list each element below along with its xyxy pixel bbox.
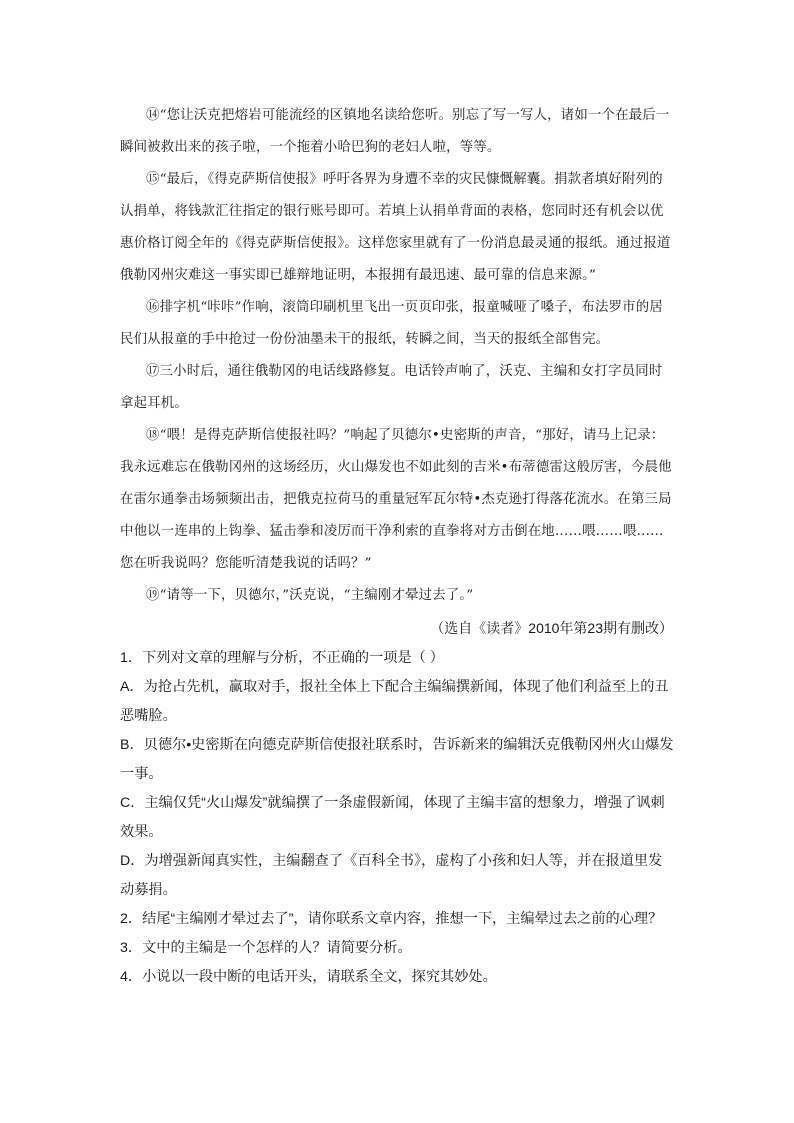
paragraph-number: ⑰: [146, 364, 160, 379]
paragraph-number: ⑮: [146, 172, 160, 187]
question-3: 3．文中的主编是一个怎样的人？请简要分析。: [120, 940, 412, 956]
paragraph-text: 排字机“咔咔”作响，滚筒印刷机里飞出一页页印张，报童喊哑了嗓子，布法罗市的居民们从报童的手中抢过一份份油墨未干的报纸，转瞬之间，当天的报纸全部售完。: [120, 300, 663, 347]
paragraph-number: ⑭: [146, 108, 160, 123]
paragraph-18: [120, 420, 675, 580]
paragraph-19: [120, 580, 675, 612]
question-4: 4．小说以一段中断的电话开头，请联系全文，探究其妙处。: [120, 969, 497, 985]
paragraph-number: ⑱: [146, 428, 160, 443]
document-content: [120, 100, 675, 992]
paragraph-number: ⑯: [146, 300, 160, 315]
option-d: D．为增强新闻真实性，主编翻查了《百科全书》，虚构了小孩和妇人等，并在报道里发动募捐。: [120, 853, 663, 898]
paragraph-15: [120, 164, 675, 292]
question-1: 1．下列对文章的理解与分析，不正确的一项是（ ）: [120, 650, 444, 666]
paragraph-14: [120, 100, 675, 164]
option-b: B．贝德尔•史密斯在向德克萨斯信使报社联系时，告诉新来的编辑沃克俄勒冈州火山爆发一事。: [120, 737, 674, 782]
paragraph-16: [120, 292, 675, 356]
paragraph-text: “您让沃克把熔岩可能流经的区镇地名读给您听。别忘了写一写人，诸如一个在最后一瞬间被救出来的孩子啦，一个拖着小哈巴狗的老妇人啦，等等。: [120, 108, 670, 155]
option-a: A．为抢占先机，赢取对手，报社全体上下配合主编编撰新闻，体现了他们利益至上的丑恶嘴脸。: [120, 679, 669, 724]
paragraph-text: “最后，《得克萨斯信使报》呼吁各界为身遭不幸的灾民慷慨解囊。捐款者填好附列的认捐单，将钱款汇往指定的银行账号即可。若填上认捐单背面的表格，您同时还有机会以优惠价格订阅全年的《得克萨斯信使报》。这样您家里就有了一份消息最灵通的报纸。通过报道俄勒冈州灾难这一事实即已雄辩地证明，本报拥有最迅速、最可靠的信息来源。”: [120, 172, 671, 283]
paragraph-text: 三小时后，通往俄勒冈的电话线路修复。电话铃声响了，沃克、主编和女打字员同时拿起耳机。: [120, 364, 663, 411]
option-c: C．主编仅凭“火山爆发”就编撰了一条虚假新闻，体现了主编丰富的想象力，增强了讽刺效果。: [120, 795, 665, 840]
paragraph-17: [120, 356, 675, 420]
paragraph-text: “请等一下，贝德尔，”沃克说，“主编刚才晕过去了。”: [159, 588, 474, 603]
source-citation: （选自《读者》2010年第23期有删改）: [430, 620, 673, 636]
paragraph-number: ⑲: [146, 588, 160, 603]
paragraph-text: “喂！是得克萨斯信使报社吗？”响起了贝德尔•史密斯的声音，“那好，请马上记录：我永远难忘在俄勒冈州的这场经历，火山爆发也不如此刻的吉米•布蒂德雷这般厉害，今晨他在雷尔通拳击场频频出击，把俄克拉荷马的重量冠军瓦尔特•杰克逊打得落花流水。在第三局中他以一连串的上钩拳、猛击拳和凌厉而干净利索的直拳将对方击倒在地……喂……喂……您在听我说吗？您能听清楚我说的话吗？”: [120, 428, 672, 571]
question-2: 2．结尾“主编刚才晕过去了”，请你联系文章内容，推想一下，主编晕过去之前的心理？: [120, 911, 663, 927]
